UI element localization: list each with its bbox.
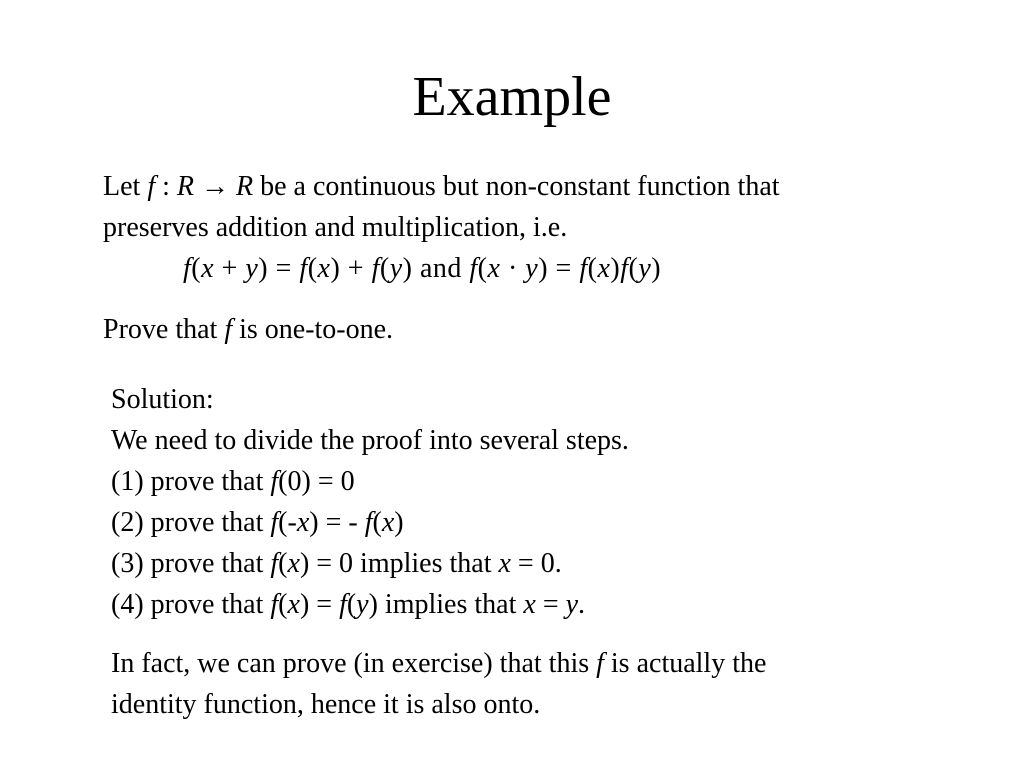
math-variable: f (371, 253, 380, 284)
fact-note (111, 643, 766, 725)
text-segment: preserves addition and multiplication, i.e. (103, 212, 568, 243)
text-segment: + (214, 253, 246, 284)
solution-step-4 (111, 584, 629, 625)
math-variable: R (235, 171, 254, 202)
math-variable: f (270, 507, 279, 538)
math-variable: x (296, 507, 310, 538)
problem-line-1 (103, 166, 780, 207)
math-variable: y (565, 589, 579, 620)
math-variable: R (176, 171, 194, 202)
text-segment: (0) = 0 (278, 466, 355, 497)
math-variable: f (270, 548, 279, 579)
text-segment: (4) prove that (111, 589, 271, 620)
text-segment: ( (628, 253, 639, 284)
text-segment: · (500, 253, 526, 284)
math-variable: x (381, 507, 395, 538)
text-segment: be a continuous but non-constant function that (253, 171, 780, 202)
text-segment: Prove that (103, 314, 225, 345)
text-segment: = (535, 589, 566, 620)
text-segment: : (155, 171, 177, 202)
slide-title: Example (412, 66, 612, 128)
text-segment: ( (587, 253, 598, 284)
solution-heading (111, 379, 629, 420)
text-segment: We need to divide the proof into several steps. (111, 425, 629, 456)
math-variable: x (597, 253, 611, 284)
text-segment: ( (372, 507, 382, 538)
math-variable: x (287, 589, 300, 620)
problem-line-2 (103, 207, 780, 248)
solution-step-3 (111, 543, 629, 584)
solution-section (111, 379, 629, 625)
text-segment: ) implies that (368, 589, 524, 620)
text-segment: (3) prove that (111, 548, 271, 579)
text-segment: is one-to-one. (232, 314, 394, 345)
math-variable: f (224, 314, 233, 345)
text-segment: ) and (402, 253, 470, 284)
prove-statement (103, 309, 393, 350)
fact-line-1 (111, 643, 766, 684)
text-segment: ( (346, 589, 357, 620)
text-segment: ( (191, 253, 202, 284)
math-variable: f (270, 466, 279, 497)
solution-step-2 (111, 502, 629, 543)
text-segment: (1) prove that (111, 466, 271, 497)
math-variable: f (147, 171, 156, 202)
math-variable: f (183, 253, 192, 284)
text-segment: ) (394, 507, 404, 538)
math-variable: y (389, 253, 403, 284)
math-variable: f (469, 253, 478, 284)
math-variable: f (364, 507, 373, 538)
text-segment: ( (379, 253, 390, 284)
text-segment: . (578, 589, 586, 620)
math-variable: f (299, 253, 308, 284)
problem-statement (103, 166, 780, 289)
text-segment: → (193, 171, 236, 202)
math-variable: f (270, 589, 279, 620)
text-segment: ) = (299, 589, 340, 620)
problem-formula (103, 248, 780, 289)
text-segment: ( (307, 253, 318, 284)
math-variable: f (339, 589, 347, 620)
text-segment: ) = (538, 253, 580, 284)
math-variable: y (638, 253, 652, 284)
text-segment: = 0. (510, 548, 562, 579)
text-segment: (- (278, 507, 297, 538)
text-segment: ( (477, 253, 488, 284)
text-segment: ( (278, 589, 288, 620)
math-variable: x (317, 253, 331, 284)
text-segment: ) + (330, 253, 372, 284)
text-segment: ) = (258, 253, 300, 284)
math-variable: x (287, 548, 300, 579)
text-segment: ) = 0 implies that (299, 548, 499, 579)
math-variable: x (523, 589, 536, 620)
prove-line (103, 309, 393, 350)
text-segment: Solution: (111, 384, 214, 415)
text-segment: In fact, we can prove (in exercise) that this (111, 648, 597, 679)
math-variable: x (201, 253, 215, 284)
text-segment: ) (651, 253, 662, 284)
text-segment: (2) prove that (111, 507, 271, 538)
text-segment: identity function, hence it is also onto. (111, 689, 541, 720)
text-segment: is actually the (603, 648, 767, 679)
math-variable: f (596, 648, 604, 679)
text-segment: ) = - (309, 507, 365, 538)
math-variable: f (620, 253, 629, 284)
text-segment: ) (610, 253, 621, 284)
solution-intro (111, 420, 629, 461)
text-segment: ( (278, 548, 288, 579)
math-variable: f (579, 253, 588, 284)
math-variable: x (498, 548, 511, 579)
math-variable: y (245, 253, 259, 284)
solution-step-1 (111, 461, 629, 502)
math-variable: x (487, 253, 501, 284)
math-variable: y (356, 589, 369, 620)
fact-line-2 (111, 684, 766, 725)
math-variable: y (525, 253, 539, 284)
text-segment: Let (103, 171, 148, 202)
